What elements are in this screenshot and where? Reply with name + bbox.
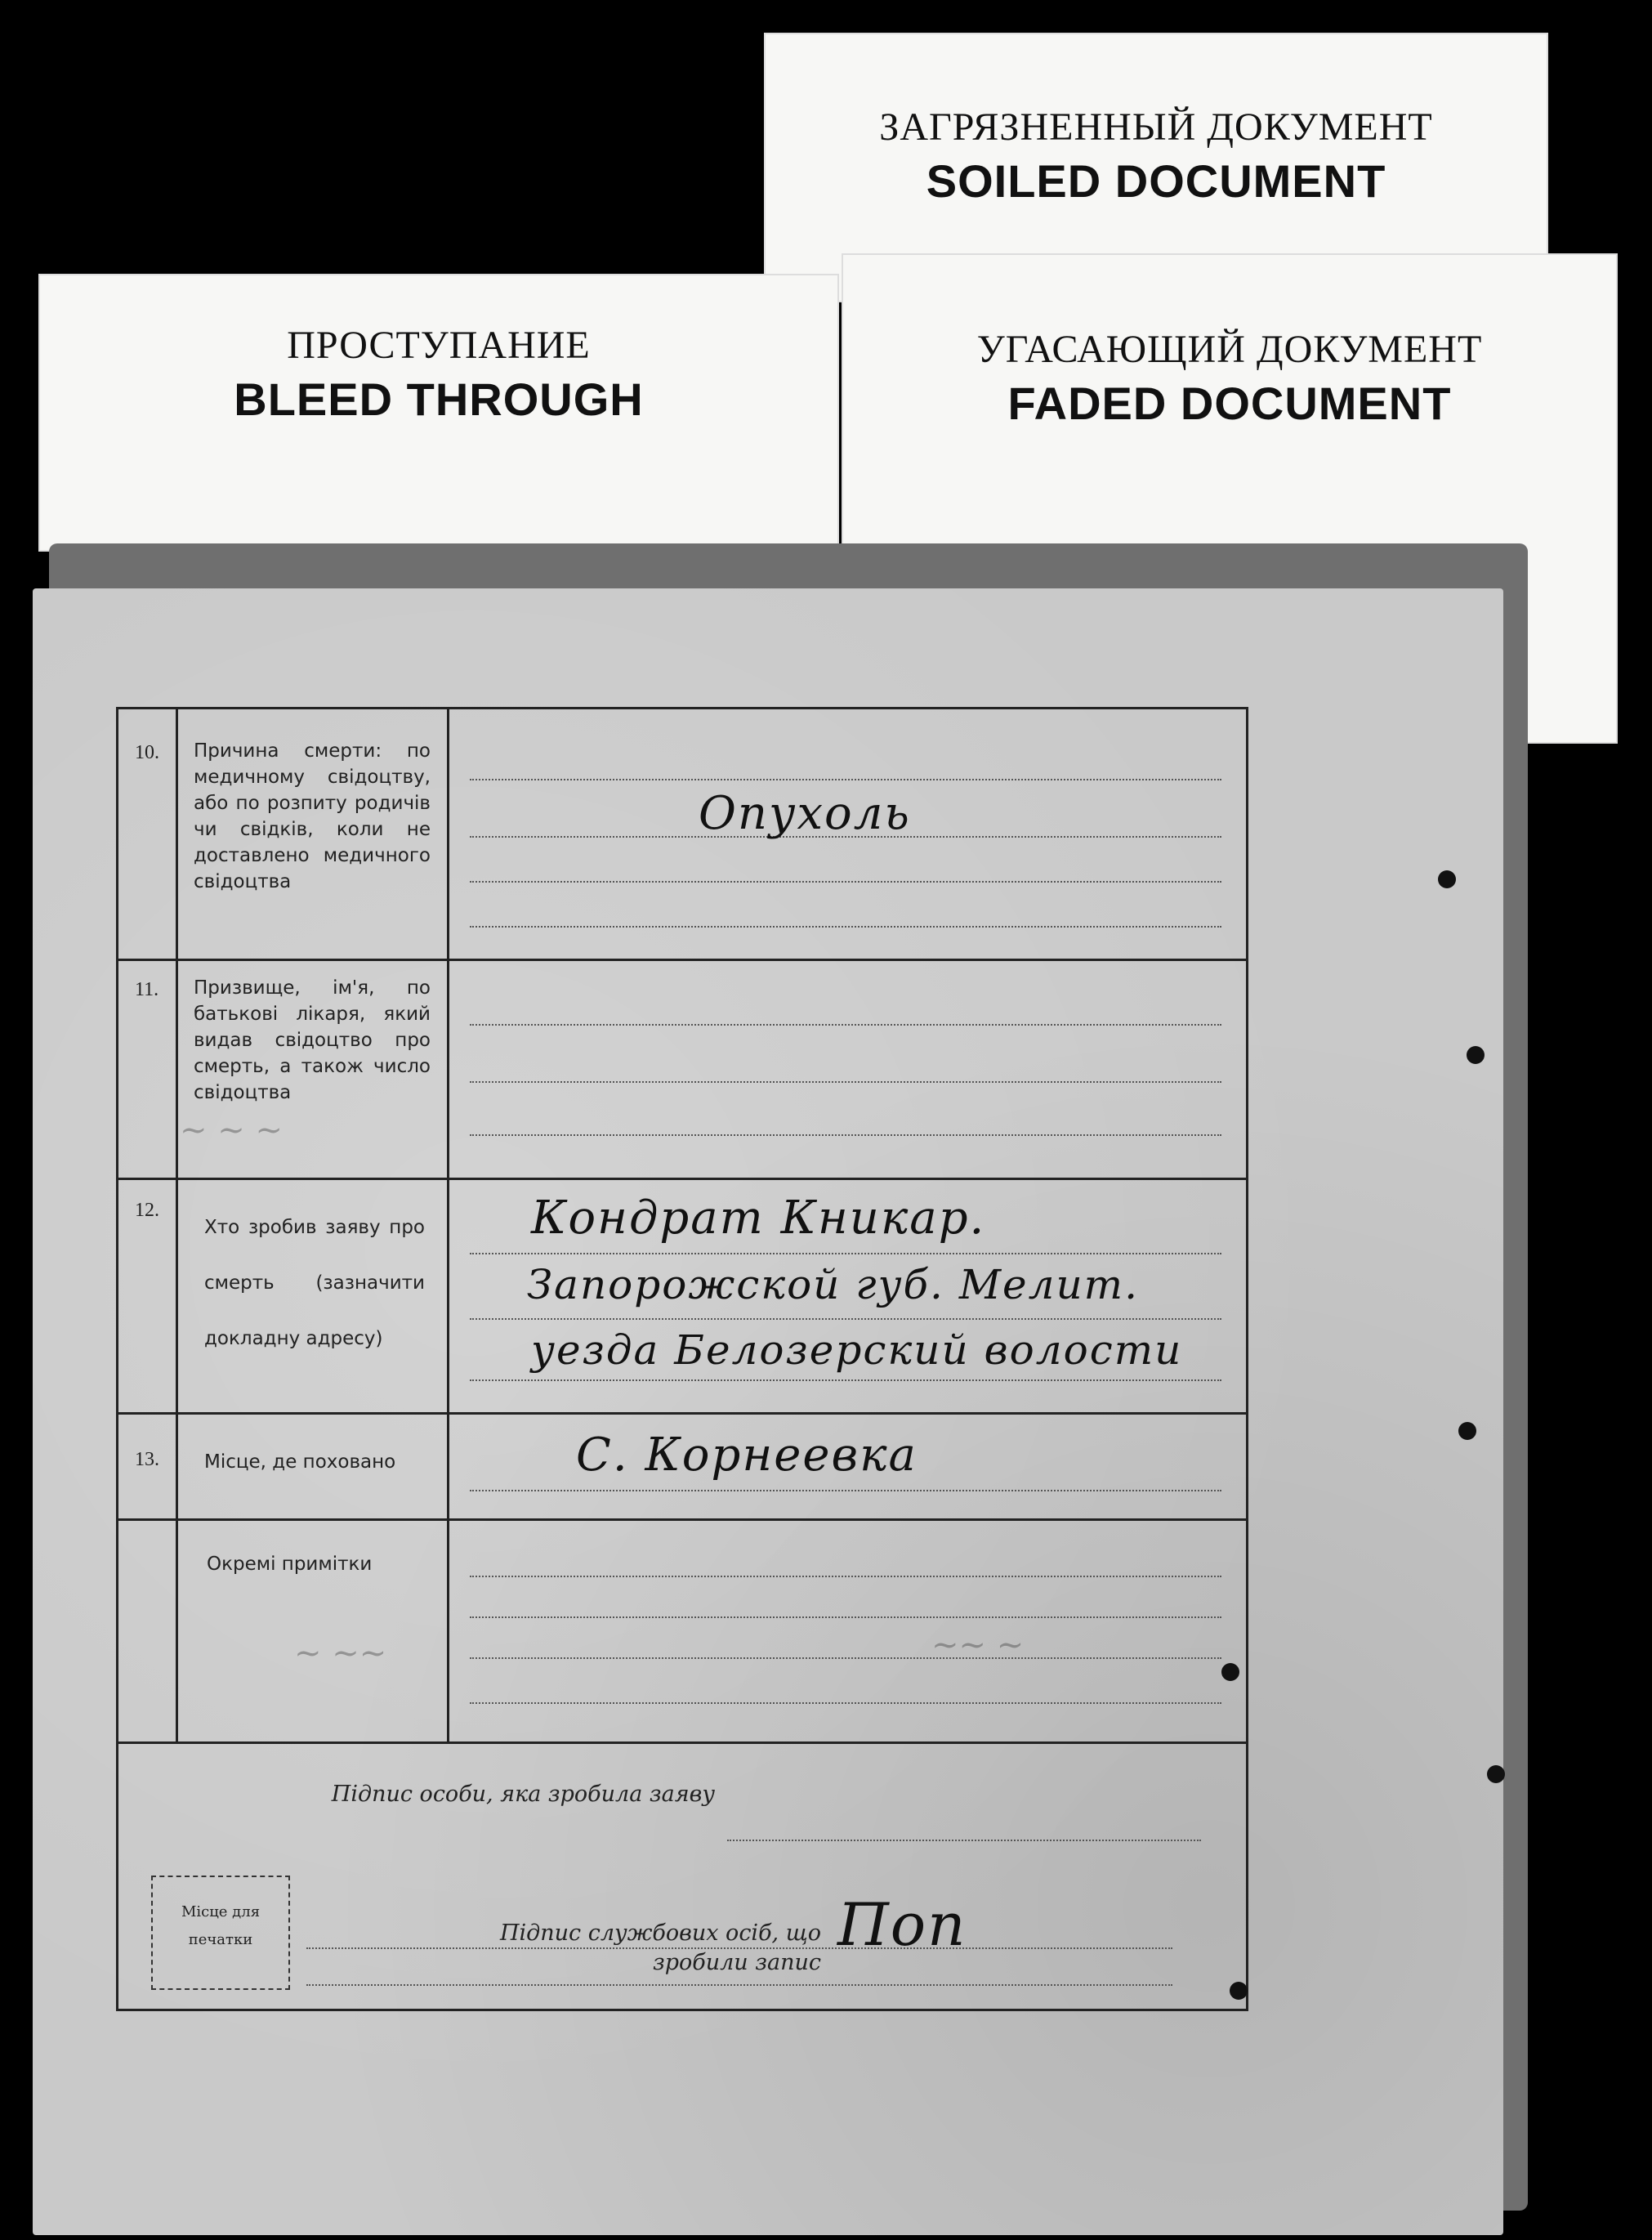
row-label-notes: Окремі примітки (207, 1554, 373, 1575)
binding-hole (1487, 1765, 1505, 1783)
row-label-declarant: Хто зробив заяву про смерть (зазначити докладну адресу) (204, 1217, 425, 1349)
handwriting-declarant-address-2: уезда Белозерский волости (531, 1326, 1183, 1374)
signature-officials-label: Підпис службових осіб, що зробили запис (499, 1920, 821, 1975)
stamp-place-line-1: Місце для (181, 1903, 261, 1920)
row-number-13: 13. (135, 1449, 159, 1470)
handwriting-cause: Опухоль (699, 787, 911, 840)
handwriting-declarant-address-1: Запорожской губ. Мелит. (527, 1261, 1139, 1308)
label-soiled-ru: ЗАГРЯЗНЕННЫЙ ДОКУМЕНТ (879, 105, 1433, 149)
label-bleed-en: BLEED THROUGH (234, 373, 644, 425)
column-divider (447, 709, 449, 1741)
binding-hole (1221, 1663, 1239, 1681)
row-label-doctor: Призвище, ім'я, по батькові лікаря, який видав свідоцтво про смерть, а також число свідоцтва (194, 977, 431, 1103)
signature-declarant-label: Підпис особи, яка зробила заяву (331, 1782, 715, 1807)
column-divider (176, 709, 178, 1741)
stamp-place-box (151, 1876, 290, 1990)
death-record-form (116, 707, 1248, 2011)
label-faded-en: FADED DOCUMENT (1007, 378, 1452, 429)
bleed-smudge: ~ ~ ~ (180, 1111, 283, 1149)
row-number-10: 10. (135, 742, 159, 763)
bleed-smudge: ~ ~~ (294, 1634, 387, 1672)
row-divider (118, 1741, 1246, 1744)
binding-hole (1458, 1422, 1476, 1440)
bleed-smudge: ~~ ~ (931, 1626, 1025, 1664)
label-soiled-en: SOILED DOCUMENT (926, 155, 1386, 207)
handwriting-burial-place: С. Корнеевка (576, 1429, 918, 1482)
stamp-place-line-2: печатки (188, 1931, 253, 1948)
row-label-cause-of-death: Причина смерти: по медичному свідоцтву, або по розпиту родичів чи свідків, коли не доставлено медичного свідоцтва (194, 740, 431, 892)
row-divider (118, 1518, 1246, 1521)
row-divider (118, 959, 1246, 961)
label-bleed-through (38, 274, 839, 552)
row-divider (118, 1178, 1246, 1180)
handwriting-official-signature: Поп (837, 1890, 967, 1959)
handwriting-declarant-name: Кондрат Кникар. (531, 1192, 986, 1245)
row-number-12: 12. (135, 1200, 159, 1221)
label-bleed-ru: ПРОСТУПАНИЕ (287, 324, 591, 367)
row-divider (118, 1412, 1246, 1415)
binding-hole (1230, 1982, 1248, 2000)
document-page (33, 588, 1503, 2235)
binding-hole (1438, 870, 1456, 888)
label-faded-ru: УГАСАЮЩИЙ ДОКУМЕНТ (976, 328, 1483, 371)
row-label-burial-place: Місце, де поховано (204, 1451, 396, 1473)
binding-hole (1467, 1046, 1485, 1064)
row-number-11: 11. (135, 979, 159, 1000)
